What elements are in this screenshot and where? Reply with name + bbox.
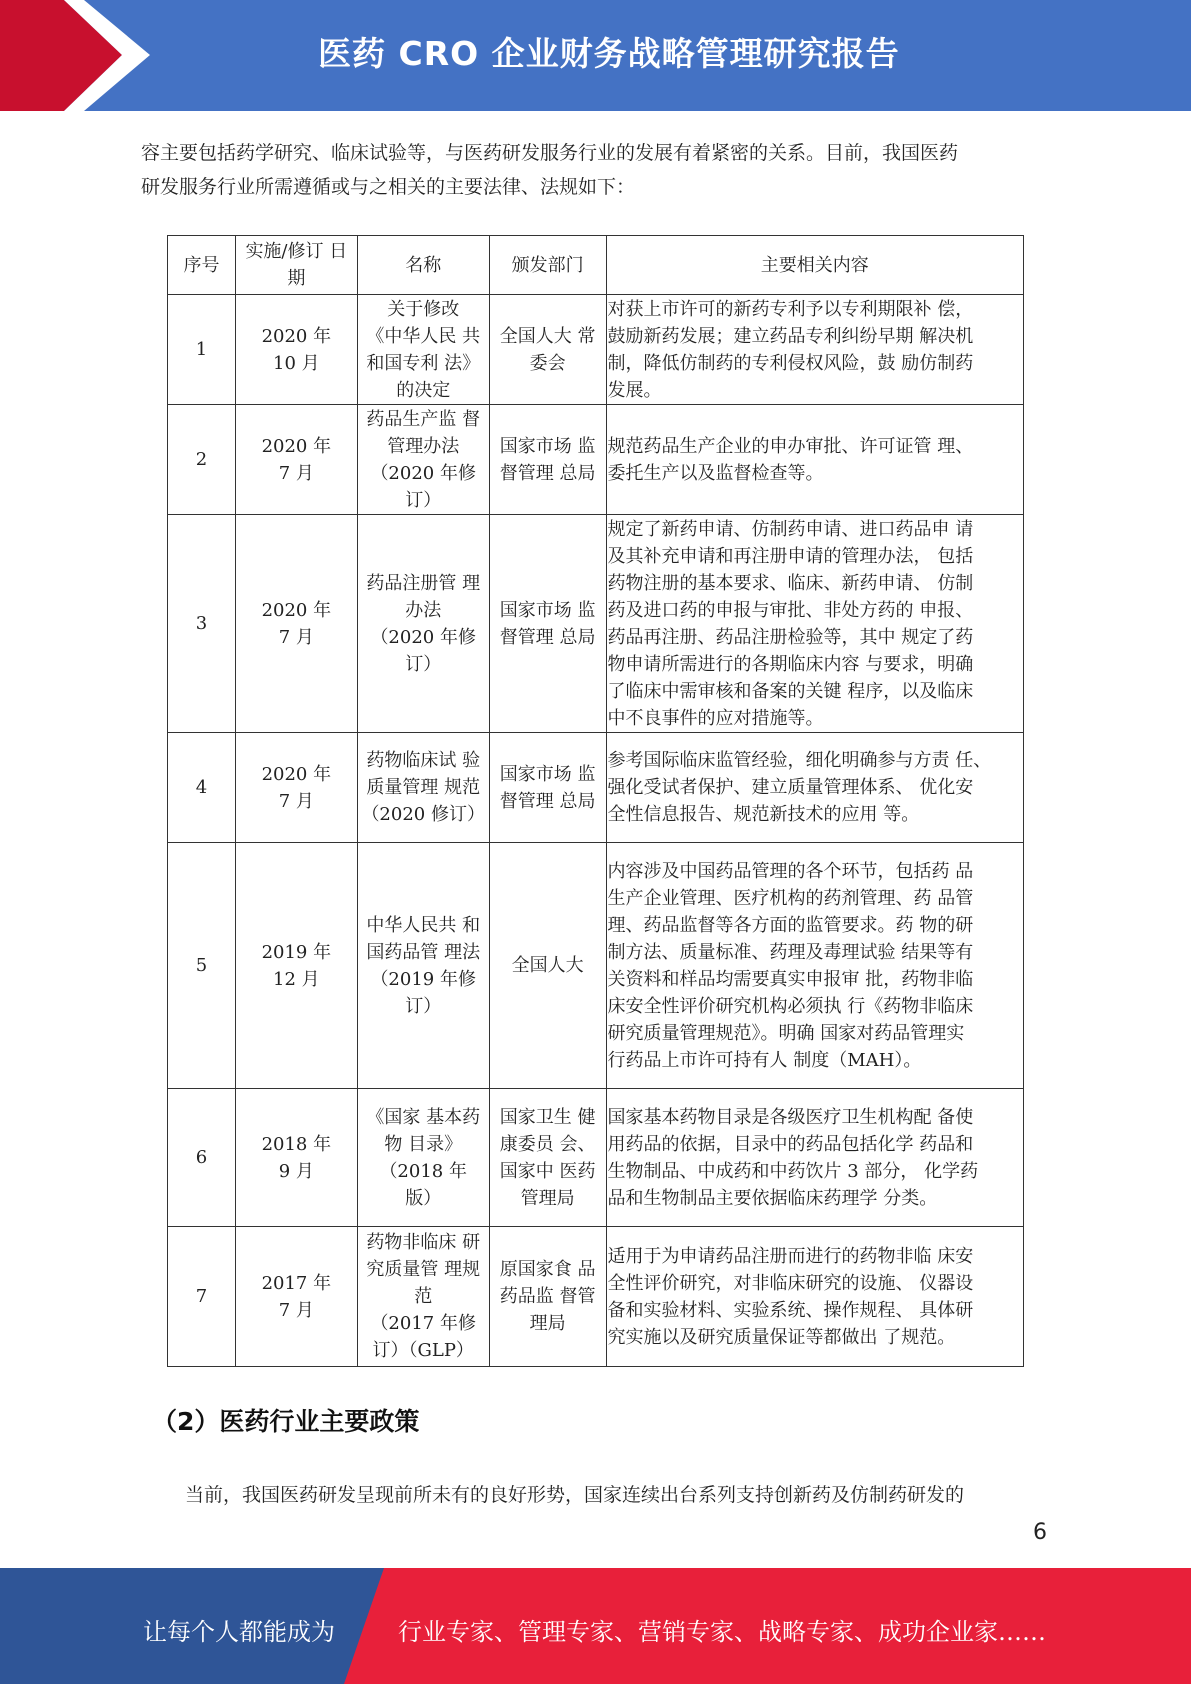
row-name-cell — [357, 733, 489, 843]
header-date-line: 期 — [287, 268, 306, 289]
row-name-cell-line: 版） — [405, 1187, 442, 1209]
row-content-cell-line: 国家基本药物目录是各级医疗卫生机构配 备使 — [607, 1106, 974, 1128]
row-date-cell-line: 2020 年 — [261, 763, 332, 785]
row-name-cell — [357, 843, 489, 1089]
row-number-cell: 4 — [168, 733, 236, 843]
row-name-cell-line: 订） — [405, 995, 442, 1017]
table-row — [168, 1227, 1024, 1367]
row-date-cell-line: 7 月 — [278, 790, 314, 812]
row-name-cell-line: 药物非临床 研 — [366, 1232, 481, 1253]
row-dept-cell-line: 药品监 督管 — [499, 1286, 596, 1307]
row-dept-cell-line: 原国家食 品 — [499, 1259, 596, 1280]
row-name-cell-line: 和国专利 法》 — [366, 352, 481, 374]
row-number-cell: 2 — [168, 405, 236, 515]
table-body — [168, 295, 1024, 1367]
intro-line-2: 研发服务行业所需遵循或与之相关的主要法律、法规如下： — [141, 176, 636, 198]
chevron-arrow-icon — [0, 0, 160, 111]
row-dept-cell — [489, 515, 606, 733]
table-row — [168, 515, 1024, 733]
row-dept-cell-line: 国家市场 监 — [499, 599, 596, 621]
row-name-cell — [357, 1227, 489, 1367]
row-content-cell-line: 备和实验材料、实验系统、操作规程、 具体研 — [607, 1299, 974, 1321]
header-date-line: 实施/修订 日 — [245, 241, 348, 262]
row-content-cell-line: 中不良事件的应对措施等。 — [607, 707, 824, 729]
row-name-cell-line: 药品生产监 督 — [366, 408, 481, 430]
header-banner — [0, 0, 1191, 111]
row-dept-cell — [489, 843, 606, 1089]
row-content-cell-line: 研究质量管理规范》。明确 国家对药品管理实 — [607, 1022, 965, 1044]
row-name-cell-line: 《国家 基本药 — [366, 1106, 481, 1128]
row-dept-cell-line: 督管理 总局 — [499, 790, 596, 812]
row-content-cell-line: 理、药品监督等各方面的监管要求。药 物的研 — [607, 914, 974, 936]
row-name-cell-line: 《中华人民 共 — [366, 325, 481, 347]
row-date-cell — [235, 515, 357, 733]
table-row — [168, 1089, 1024, 1227]
row-content-cell-line: 全性评价研究，对非临床研究的设施、 仪器设 — [607, 1272, 974, 1294]
row-dept-cell-line: 管理局 — [520, 1187, 575, 1209]
footer-slogan-right: 行业专家、管理专家、营销专家、战略专家、成功企业家…… — [398, 1618, 1046, 1646]
row-date-cell-line: 10 月 — [273, 352, 320, 374]
row-name-cell — [357, 295, 489, 405]
table-row — [168, 405, 1024, 515]
row-content-cell-line: 床安全性评价研究机构必须执 行《药物非临床 — [607, 995, 974, 1017]
row-content-cell — [606, 515, 1023, 733]
row-dept-cell-line: 康委员 会、 — [499, 1133, 596, 1155]
row-content-cell-line: 强化受试者保护、建立质量管理体系、 优化安 — [607, 777, 974, 798]
footer-banner — [0, 1568, 1191, 1684]
row-name-cell-line: 范 — [414, 1286, 433, 1307]
row-content-cell-line: 全性信息报告、规范新技术的应用 等。 — [607, 804, 920, 825]
row-content-cell-line: 对获上市许可的新药专利予以专利期限补 偿， — [607, 298, 974, 320]
row-name-cell-line: 关于修改 — [387, 298, 460, 320]
row-name-cell-line: 物 目录》 — [384, 1133, 463, 1155]
table-row — [168, 733, 1024, 843]
row-content-cell-line: 制，降低仿制药的专利侵权风险，鼓 励仿制药 — [607, 352, 974, 374]
row-content-cell-line: 药品再注册、药品注册检验等，其中 规定了药 — [607, 626, 974, 648]
row-content-cell-line: 及其补充申请和再注册申请的管理办法， 包括 — [607, 545, 974, 567]
row-number-cell: 1 — [168, 295, 236, 405]
row-content-cell-line: 发展。 — [607, 379, 662, 401]
page-number: 6 — [1033, 1520, 1047, 1545]
row-content-cell-line: 究实施以及研究质量保证等都做出 了规范。 — [607, 1326, 956, 1348]
row-date-cell — [235, 295, 357, 405]
header-no: 序号 — [168, 236, 236, 295]
row-name-cell-line: 订） — [405, 653, 442, 675]
header-name: 名称 — [357, 236, 489, 295]
row-content-cell — [606, 1227, 1023, 1367]
row-content-cell-line: 内容涉及中国药品管理的各个环节，包括药 品 — [607, 860, 974, 882]
policy-paragraph: 当前，我国医药研发呈现前所未有的良好形势，国家连续出台系列支持创新药及仿制药研发的 — [185, 1484, 965, 1506]
row-content-cell-line: 规范药品生产企业的申办审批、许可证管 理、 — [607, 435, 974, 457]
row-name-cell — [357, 1089, 489, 1227]
row-dept-cell-line: 国家卫生 健 — [499, 1106, 596, 1128]
row-name-cell — [357, 515, 489, 733]
row-date-cell-line: 2020 年 — [261, 435, 332, 457]
row-name-cell-line: （2020 年修 — [370, 462, 476, 484]
row-content-cell-line: 关资料和样品均需要真实申报审 批，药物非临 — [607, 968, 974, 990]
row-dept-cell-line: 全国人大 常 — [499, 325, 596, 347]
table-header-row — [168, 236, 1024, 295]
row-content-cell — [606, 295, 1023, 405]
row-content-cell-line: 行药品上市许可持有人 制度（MAH）。 — [607, 1049, 922, 1071]
intro-line-1: 容主要包括药学研究、临床试验等，与医药研发服务行业的发展有着紧密的关系。目前，我国医药 — [141, 142, 959, 164]
row-name-cell-line: 订）（GLP） — [372, 1340, 474, 1361]
row-dept-cell-line: 国家市场 监 — [499, 435, 596, 457]
row-content-cell — [606, 843, 1023, 1089]
row-date-cell — [235, 843, 357, 1089]
row-date-cell-line: 2018 年 — [261, 1133, 332, 1155]
section-heading: （2）医药行业主要政策 — [152, 1407, 420, 1436]
row-dept-cell-line: 督管理 总局 — [499, 462, 596, 484]
row-date-cell — [235, 405, 357, 515]
row-name-cell-line: 管理办法 — [387, 435, 460, 457]
row-name-cell — [357, 405, 489, 515]
row-content-cell-line: 规定了新药申请、仿制药申请、进口药品申 请 — [607, 518, 974, 540]
row-date-cell — [235, 733, 357, 843]
row-content-cell — [606, 405, 1023, 515]
header-content: 主要相关内容 — [606, 236, 1023, 295]
row-name-cell-line: 药品注册管 理 — [366, 572, 481, 594]
row-content-cell-line: 参考国际临床监管经验，细化明确参与方责 任、 — [607, 750, 992, 771]
regulations-table — [167, 235, 1024, 1367]
row-number-cell: 3 — [168, 515, 236, 733]
row-date-cell — [235, 1089, 357, 1227]
row-name-cell-line: （2018 年 — [379, 1160, 467, 1182]
row-name-cell-line: 质量管理 规范 — [366, 777, 481, 798]
row-name-cell-line: （2020 年修 — [370, 626, 476, 648]
row-name-cell-line: 中华人民共 和 — [366, 914, 481, 936]
row-date-cell-line: 7 月 — [278, 1299, 314, 1321]
footer-slogan-left: 让每个人都能成为 — [143, 1618, 335, 1646]
row-content-cell-line: 了临床中需审核和备案的关键 程序，以及临床 — [607, 680, 974, 702]
table-row — [168, 295, 1024, 405]
row-dept-cell — [489, 1227, 606, 1367]
row-dept-cell-line: 国家市场 监 — [499, 763, 596, 785]
row-content-cell-line: 适用于为申请药品注册而进行的药物非临 床安 — [607, 1245, 974, 1267]
header-date — [235, 236, 357, 295]
row-content-cell-line: 用药品的依据，目录中的药品包括化学 药品和 — [607, 1133, 974, 1155]
row-content-cell-line: 鼓励新药发展；建立药品专利纠纷早期 解决机 — [607, 325, 974, 347]
row-date-cell — [235, 1227, 357, 1367]
row-dept-cell-line: 委会 — [529, 352, 566, 374]
row-content-cell-line: 生产企业管理、医疗机构的药剂管理、药 品管 — [607, 887, 974, 909]
row-name-cell-line: （2019 年修 — [370, 968, 476, 990]
row-name-cell-line: 药物临床试 验 — [366, 750, 481, 771]
row-content-cell-line: 药及进口药的申报与审批、非处方药的 申报、 — [607, 599, 974, 621]
row-date-cell-line: 2020 年 — [261, 599, 332, 621]
report-title: 医药 CRO 企业财务战略管理研究报告 — [318, 34, 900, 73]
row-date-cell-line: 2017 年 — [261, 1272, 332, 1294]
row-dept-cell-line: 国家中 医药 — [499, 1160, 596, 1182]
row-content-cell-line: 委托生产以及监督检查等。 — [607, 462, 824, 484]
row-dept-cell — [489, 405, 606, 515]
row-date-cell-line: 12 月 — [273, 968, 320, 990]
row-name-cell-line: （2017 年修 — [370, 1313, 476, 1334]
table-row — [168, 843, 1024, 1089]
row-date-cell-line: 2020 年 — [261, 325, 332, 347]
row-number-cell: 7 — [168, 1227, 236, 1367]
row-content-cell-line: 物申请所需进行的各期临床内容 与要求，明确 — [607, 653, 974, 675]
row-content-cell — [606, 1089, 1023, 1227]
row-number-cell: 5 — [168, 843, 236, 1089]
row-content-cell-line: 制方法、质量标准、药理及毒理试验 结果等有 — [607, 941, 974, 963]
row-content-cell-line: 品和生物制品主要依据临床药理学 分类。 — [607, 1187, 938, 1209]
row-dept-cell — [489, 733, 606, 843]
row-name-cell-line: 订） — [405, 489, 442, 511]
row-dept-cell-line: 理局 — [529, 1313, 566, 1334]
row-date-cell-line: 2019 年 — [261, 941, 332, 963]
row-content-cell-line: 药物注册的基本要求、临床、新药申请、 仿制 — [607, 572, 974, 594]
row-dept-cell — [489, 1089, 606, 1227]
row-content-cell — [606, 733, 1023, 843]
row-dept-cell — [489, 295, 606, 405]
row-name-cell-line: 办法 — [405, 599, 442, 621]
row-name-cell-line: 国药品管 理法 — [366, 941, 481, 963]
row-name-cell-line: （2020 修订） — [361, 804, 485, 825]
row-date-cell-line: 9 月 — [278, 1160, 314, 1182]
row-content-cell-line: 生物制品、中成药和中药饮片 3 部分， 化学药 — [607, 1160, 979, 1182]
row-dept-cell-line: 督管理 总局 — [499, 626, 596, 648]
row-name-cell-line: 究质量管 理规 — [366, 1259, 481, 1280]
row-dept-cell-line: 全国人大 — [511, 955, 584, 976]
intro-paragraph — [141, 136, 1051, 204]
header-dept: 颁发部门 — [489, 236, 606, 295]
row-date-cell-line: 7 月 — [278, 626, 314, 648]
row-number-cell: 6 — [168, 1089, 236, 1227]
row-date-cell-line: 7 月 — [278, 462, 314, 484]
row-name-cell-line: 的决定 — [396, 379, 451, 401]
